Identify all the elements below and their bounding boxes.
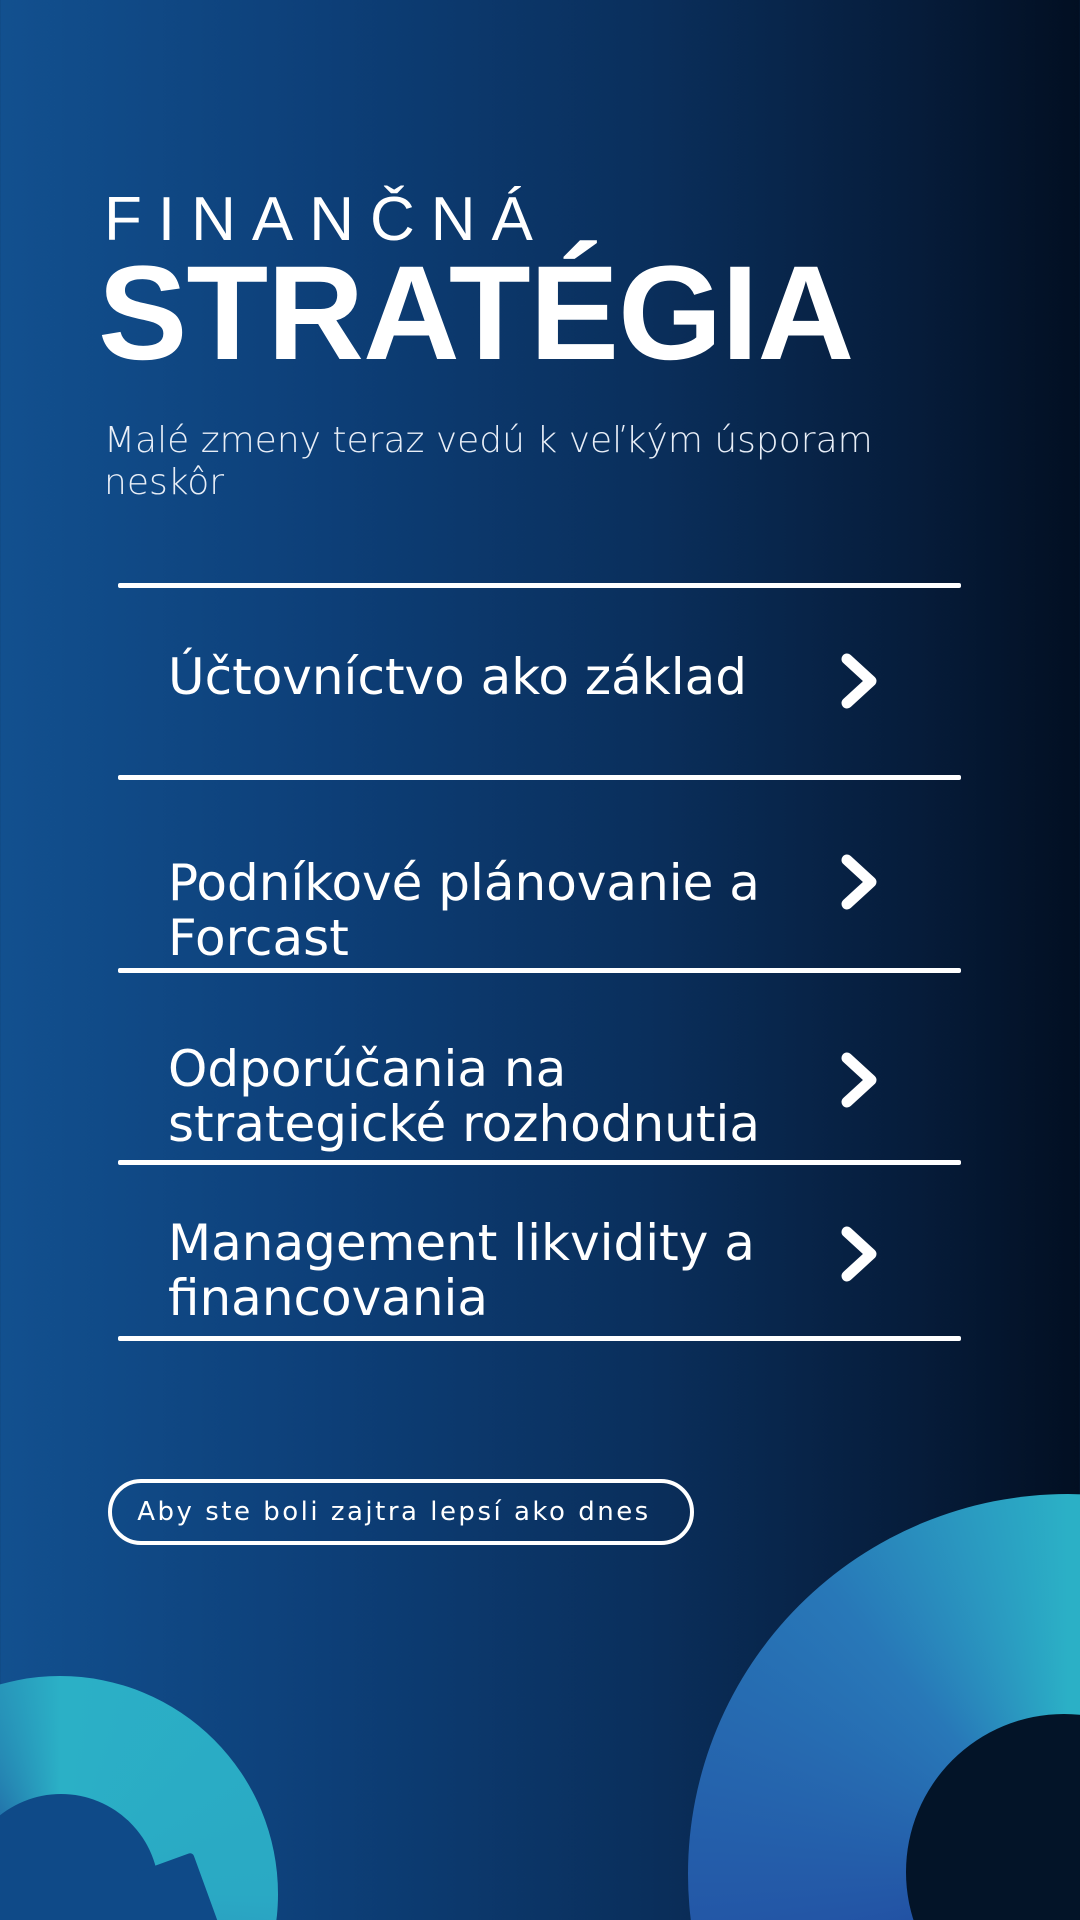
menu-item-recommendations[interactable]: [118, 973, 961, 1160]
menu-item-planning[interactable]: [118, 780, 961, 968]
chevron-right-icon: [838, 853, 884, 911]
chevron-right-icon: [838, 1225, 884, 1283]
cta-button[interactable]: [108, 1479, 694, 1545]
chevron-right-icon: [838, 652, 884, 710]
page-title: STRATÉGIA: [98, 239, 854, 388]
menu-item-label: Odporúčania na strategické rozhodnutia: [168, 1040, 760, 1153]
menu-item-accounting[interactable]: [118, 588, 961, 775]
cta-label: Aby ste boli zajtra lepsí ako dnes: [137, 1497, 651, 1527]
divider-bottom: [118, 1336, 961, 1341]
chevron-right-icon: [838, 1051, 884, 1109]
subtitle: Malé zmeny teraz vedú k veľkým úsporam neskôr: [104, 420, 873, 503]
menu-item-label: Podníkové plánovanie a Forcast: [168, 854, 760, 967]
title-small: FINANČNÁ: [104, 185, 549, 254]
menu-item-label: Management likvidity a financovania: [168, 1214, 755, 1327]
menu-item-liquidity[interactable]: [118, 1165, 961, 1336]
menu-item-label: Účtovníctvo ako základ: [168, 648, 748, 706]
